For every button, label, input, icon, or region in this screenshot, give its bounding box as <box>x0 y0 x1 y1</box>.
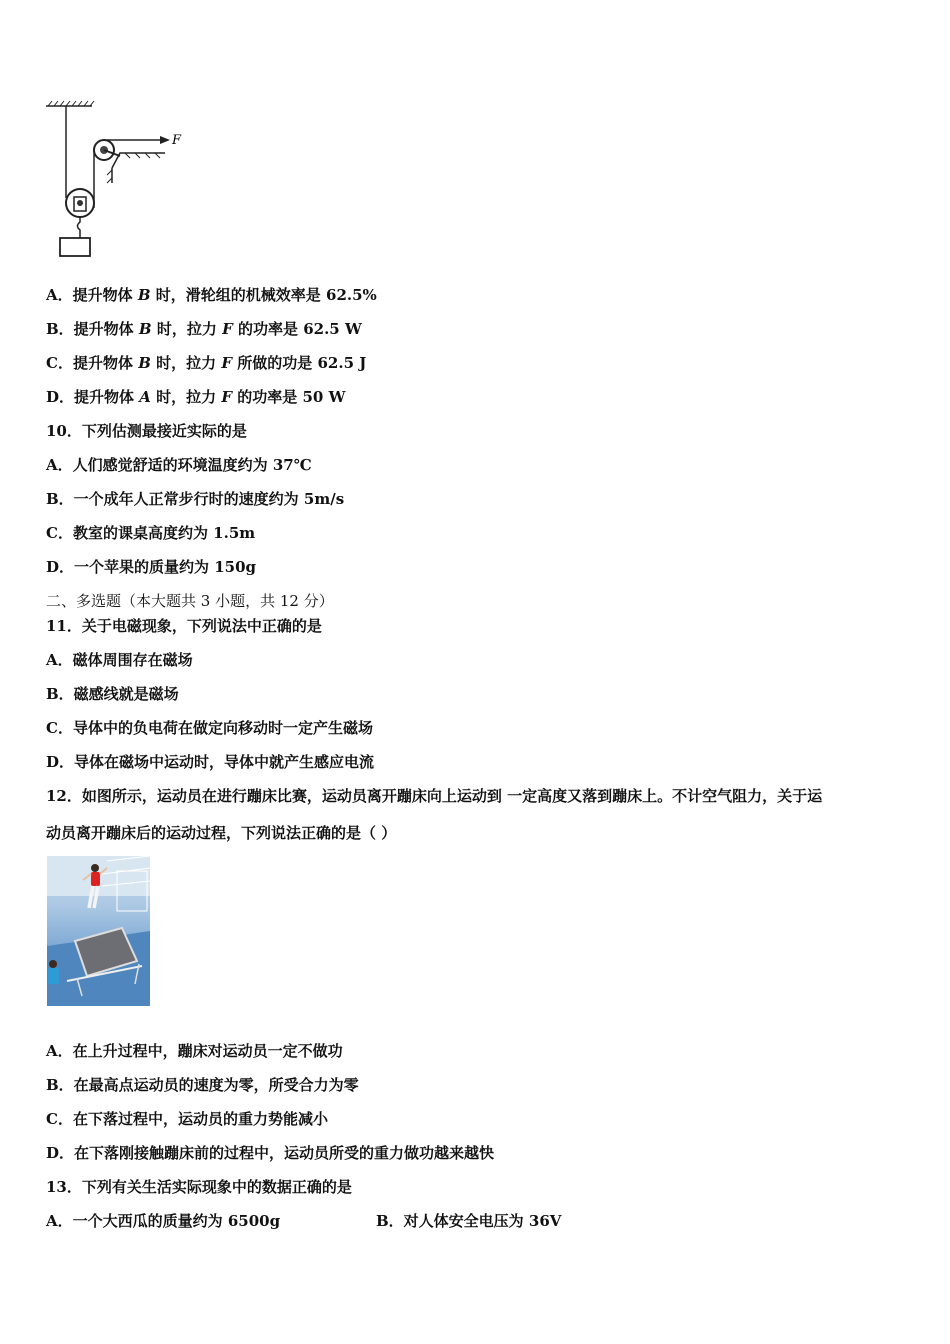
q10-option-b: B．一个成年人正常步行时的速度约为 5m/s <box>46 490 345 508</box>
q11-option-d: D．导体在磁场中运动时，导体中就产生感应电流 <box>46 753 375 771</box>
q9-option-d: D．提升物体 A 时，拉力 F 的功率是 50 W <box>46 388 346 406</box>
q12-stem-line2: 动员离开蹦床后的运动过程，下列说法正确的是（ ） <box>46 824 397 842</box>
q12-stem-line1: 12．如图所示，运动员在进行蹦床比赛，运动员离开蹦床向上运动到 一定高度又落到蹦床上。不计空气阻力，关于运 <box>46 787 823 805</box>
q12-option-a: A．在上升过程中，蹦床对运动员一定不做功 <box>46 1042 343 1060</box>
trampoline-photo <box>47 856 150 1006</box>
q9-option-b: B．提升物体 B 时，拉力 F 的功率是 62.5 W <box>46 320 362 338</box>
q9-option-c: C．提升物体 B 时，拉力 F 所做的功是 62.5 J <box>46 354 367 372</box>
q10-option-c: C．教室的课桌高度约为 1.5m <box>46 524 256 542</box>
q10-option-a: A．人们感觉舒适的环境温度约为 37℃ <box>46 456 312 474</box>
q11-option-b: B．磁感线就是磁场 <box>46 685 179 703</box>
q13-stem: 13．下列有关生活实际现象中的数据正确的是 <box>46 1178 352 1196</box>
q13-option-a: A．一个大西瓜的质量约为 6500g <box>46 1212 281 1230</box>
q11-stem: 11．关于电磁现象，下列说法中正确的是 <box>46 617 322 635</box>
force-label: F <box>172 133 182 148</box>
q10-option-d: D．一个苹果的质量约为 150g <box>46 558 257 576</box>
q12-option-b: B．在最高点运动员的速度为零，所受合力为零 <box>46 1076 359 1094</box>
q13-option-b: B．对人体安全电压为 36V <box>376 1212 562 1230</box>
q11-option-a: A．磁体周围存在磁场 <box>46 651 193 669</box>
section-heading: 二、多选题（本大题共 3 小题，共 12 分） <box>46 592 334 610</box>
q12-option-d: D．在下落刚接触蹦床前的过程中，运动员所受的重力做功越来越快 <box>46 1144 495 1162</box>
q10-stem: 10．下列估测最接近实际的是 <box>46 422 247 440</box>
pulley-diagram <box>40 98 190 263</box>
q9-option-a: A．提升物体 B 时，滑轮组的机械效率是 62.5% <box>46 286 377 304</box>
q12-option-c: C．在下落过程中，运动员的重力势能减小 <box>46 1110 328 1128</box>
q11-option-c: C．导体中的负电荷在做定向移动时一定产生磁场 <box>46 719 373 737</box>
